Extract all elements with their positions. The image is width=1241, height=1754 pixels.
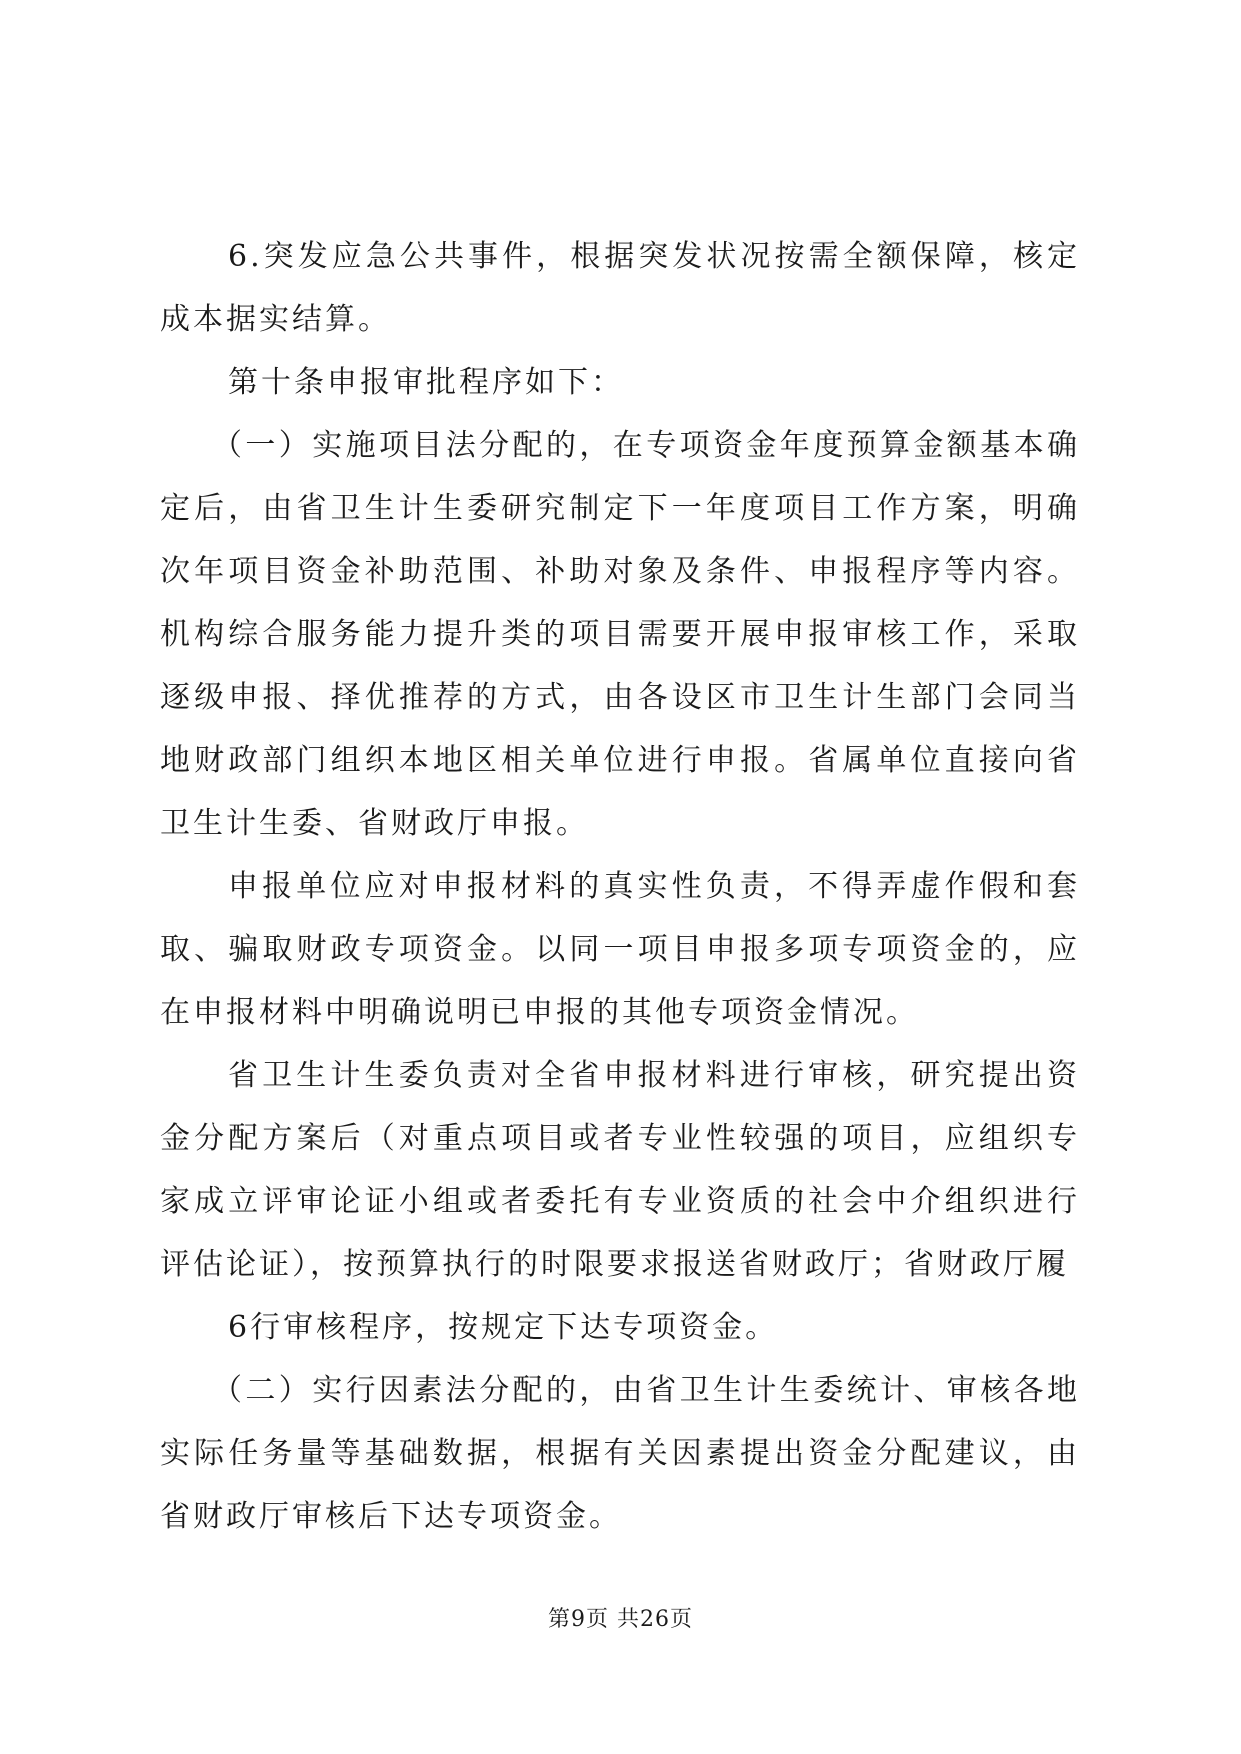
paragraph-factor-method: （二）实行因素法分配的，由省卫生计生委统计、审核各地实际任务量等基础数据，根据有关因素提出资金分配建议，由省财政厅审核后下达专项资金。 bbox=[160, 1373, 1080, 1534]
document-body bbox=[160, 225, 1080, 1548]
paragraph-project-method: （一）实施项目法分配的，在专项资金年度预算金额基本确定后，由省卫生计生委研究制定下一年度项目工作方案，明确次年项目资金补助范围、补助对象及条件、申报程序等内容。机构综合服务能力提升类的项目需要开展申报审核工作，采取逐级申报、择优推荐的方式，由各设区市卫生计生部门会同当地财政部门组织本地区相关单位进行申报。省属单位直接向省卫生计生委、省财政厅申报。 bbox=[160, 428, 1080, 841]
paragraph-item-6: 6.突发应急公共事件，根据突发状况按需全额保障，核定成本据实结算。 bbox=[160, 239, 1080, 337]
paragraph-review-process: 省卫生计生委负责对全省申报材料进行审核，研究提出资金分配方案后（对重点项目或者专业性较强的项目，应组织专家成立评审论证小组或者委托有专业资质的社会中介组织进行评估论证），按预算执行的时限要求报送省财政厅；省财政厅履 bbox=[160, 1058, 1080, 1282]
paragraph-review-continuation: 6行审核程序，按规定下达专项资金。 bbox=[228, 1310, 779, 1345]
paragraph-applicant-responsibility: 申报单位应对申报材料的真实性负责，不得弄虚作假和套取、骗取财政专项资金。以同一项目申报多项专项资金的，应在申报材料中明确说明已申报的其他专项资金情况。 bbox=[160, 869, 1080, 1030]
page-number-footer: 第9页 共26页 bbox=[548, 1607, 693, 1632]
article-ten-heading: 第十条申报审批程序如下： bbox=[228, 365, 624, 400]
